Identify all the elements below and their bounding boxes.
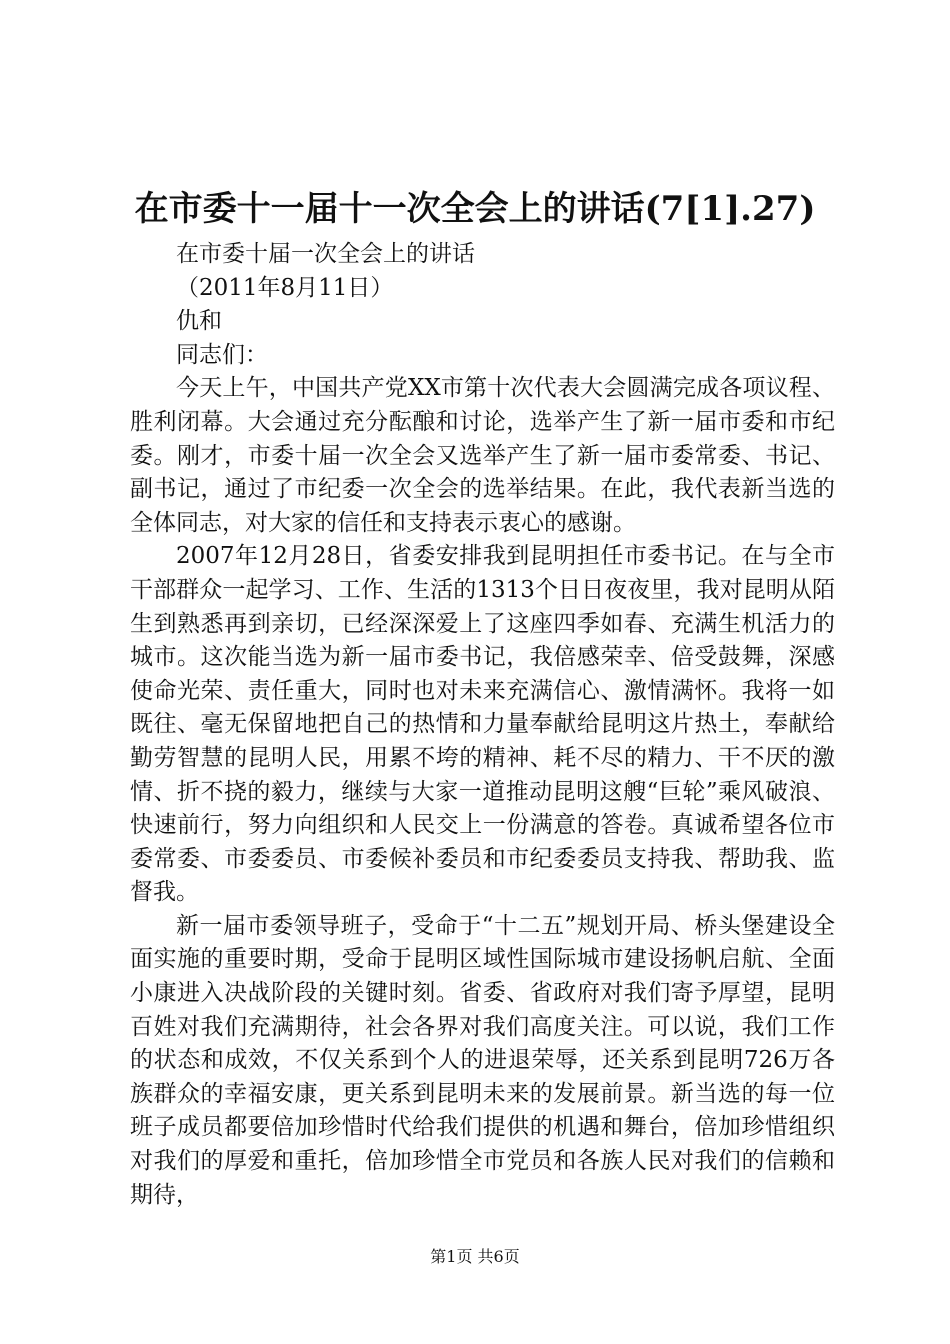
page-number-footer: 第1页 共6页 bbox=[430, 1247, 520, 1266]
body-paragraph: 2007年12月28日，省委安排我到昆明担任市委书记。在与全市干部群众一起学习、工作、生活的1313个日日夜夜里，我对昆明从陌生到熟悉再到亲切，已经深深爱上了这座四季如春、充满生机活力的城市。这次能当选为新一届市委书记，我倍感荣幸、倍受鼓舞，深感使命光荣、责任重大，同时也对未来充满信心、激情满怀。我将一如既往、毫无保留地把自己的热情和力量奉献给昆明这片热土，奉献给勤劳智慧的昆明人民，用累不垮的精神、耗不尽的精力、干不厌的激情、折不挠的毅力，继续与大家一道推动昆明这艘“巨轮”乘风破浪、快速前行，努力向组织和人民交上一份满意的答卷。真诚希望各位市委常委、市委委员、市委候补委员和市纪委委员支持我、帮助我、监督我。 bbox=[130, 543, 835, 906]
speech-date: （2011年8月11日） bbox=[176, 274, 394, 301]
document-title: 在市委十一届十一次全会上的讲话(7[1].27) bbox=[134, 189, 816, 229]
salutation: 同志们： bbox=[176, 341, 268, 368]
body-paragraph: 新一届市委领导班子，受命于“十二五”规划开局、桥头堡建设全面实施的重要时期，受命于昆明区域性国际城市建设扬帆启航、全面小康进入决战阶段的关键时刻。省委、省政府对我们寄予厚望，昆明百姓对我们充满期待，社会各界对我们高度关注。可以说，我们工作的状态和成效，不仅关系到个人的进退荣辱，还关系到昆明726万各族群众的幸福安康，更关系到昆明未来的发展前景。新当选的每一位班子成员都要倍加珍惜时代给我们提供的机遇和舞台，倍加珍惜组织对我们的厚爱和重托，倍加珍惜全市党员和各族人民对我们的信赖和期待， bbox=[130, 912, 835, 1208]
speech-subtitle: 在市委十届一次全会上的讲话 bbox=[176, 241, 475, 267]
body-paragraph: 今天上午，中国共产党XX市第十次代表大会圆满完成各项议程、胜利闭幕。大会通过充分酝酿和讨论，选举产生了新一届市委和市纪委。刚才，市委十届一次全会又选举产生了新一届市委常委、书记、副书记，通过了市纪委一次全会的选举结果。在此，我代表新当选的全体同志，对大家的信任和支持表示衷心的感谢。 bbox=[130, 375, 835, 536]
document-body bbox=[130, 238, 835, 1212]
speaker-name: 仇和 bbox=[176, 308, 222, 335]
